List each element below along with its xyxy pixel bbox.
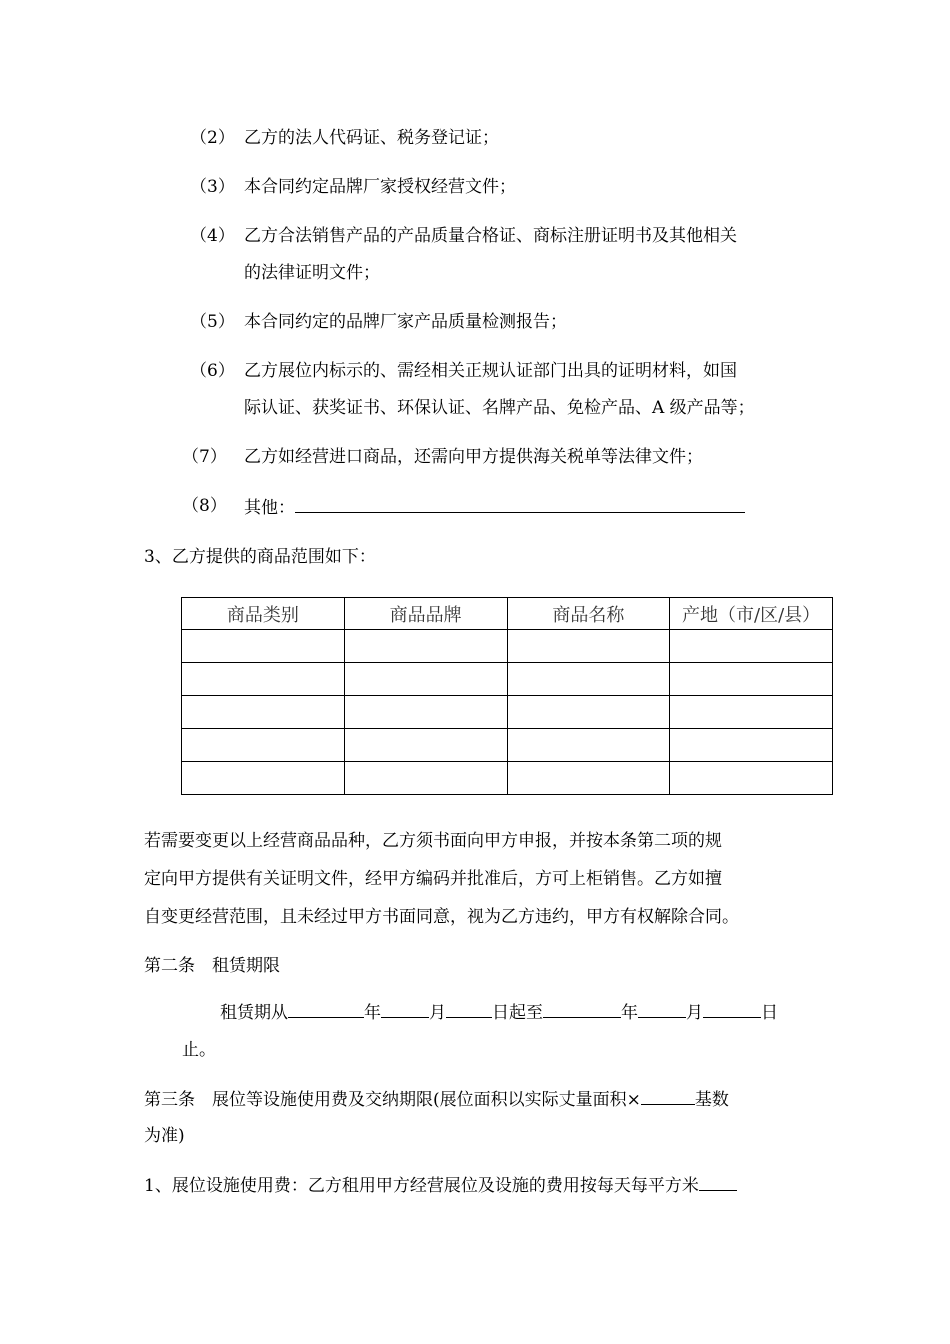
table-cell[interactable]: [182, 630, 345, 663]
end-month-blank[interactable]: [638, 999, 686, 1018]
goods-intro: 3、乙方提供的商品范围如下：: [144, 547, 376, 567]
list-number: （7）: [182, 447, 227, 467]
table-cell[interactable]: [344, 630, 507, 663]
table-cell[interactable]: [182, 696, 345, 729]
list-text-continued: 的法律证明文件；: [244, 263, 380, 283]
list-text: 其他：: [244, 494, 745, 520]
year-label: 年: [364, 1003, 381, 1023]
table-header: 商品名称: [507, 598, 670, 630]
list-text: 乙方如经营进口商品，还需向甲方提供海关税单等法律文件；: [244, 447, 703, 467]
table-cell[interactable]: [507, 663, 670, 696]
list-number: （3）: [190, 177, 235, 197]
other-blank-line: [295, 494, 745, 513]
table-cell[interactable]: [507, 696, 670, 729]
article-3-title-base: 基数: [694, 1090, 729, 1110]
list-number: （4）: [190, 226, 235, 246]
start-month-blank[interactable]: [381, 999, 429, 1018]
table-cell[interactable]: [670, 696, 833, 729]
table-cell[interactable]: [182, 729, 345, 762]
list-text: 本合同约定的品牌厂家产品质量检测报告；: [244, 312, 567, 332]
article-3-title: [144, 1086, 729, 1112]
list-text: 乙方展位内标示的、需经相关正规认证部门出具的证明材料，如国: [244, 361, 737, 381]
list-number: （8）: [182, 496, 227, 516]
table-cell[interactable]: [670, 663, 833, 696]
list-text: 乙方合法销售产品的产品质量合格证、商标注册证明书及其他相关: [244, 226, 737, 246]
table-cell[interactable]: [670, 762, 833, 795]
lease-prefix: 租赁期从: [220, 1003, 288, 1023]
lease-term-line: [220, 999, 778, 1025]
year-label: 年: [621, 1003, 638, 1023]
table-cell[interactable]: [670, 630, 833, 663]
table-row: [182, 630, 833, 663]
list-text-continued: 际认证、获奖证书、环保认证、名牌产品、免检产品、A 级产品等；: [244, 398, 755, 418]
item-1-text: 1、展位设施使用费：乙方租用甲方经营展位及设施的费用按每天每平方米: [144, 1176, 699, 1196]
lease-term-end: 止。: [182, 1040, 216, 1060]
table-header: 商品类别: [182, 598, 345, 630]
table-cell[interactable]: [344, 663, 507, 696]
list-number: （6）: [190, 361, 235, 381]
table-row: [182, 696, 833, 729]
table-cell[interactable]: [344, 729, 507, 762]
article-2-title: 第二条 租赁期限: [144, 956, 280, 976]
end-day-blank[interactable]: [703, 999, 761, 1018]
article-3-title-line2: 为准): [144, 1126, 185, 1146]
table-cell[interactable]: [344, 762, 507, 795]
table-cell[interactable]: [507, 630, 670, 663]
paragraph-line: 自变更经营范围，且未经过甲方书面同意，视为乙方违约，甲方有权解除合同。: [144, 907, 739, 927]
goods-table: [181, 597, 833, 795]
table-row: [182, 762, 833, 795]
list-number: （5）: [190, 312, 235, 332]
start-day-blank[interactable]: [446, 999, 492, 1018]
month-label: 月: [429, 1003, 446, 1023]
table-row: [182, 663, 833, 696]
day-from-label: 日起至: [492, 1003, 543, 1023]
start-year-blank[interactable]: [288, 999, 364, 1018]
base-blank[interactable]: [641, 1086, 695, 1105]
article-3-title-text: 第三条 展位等设施使用费及交纳期限(展位面积以实际丈量面积×: [144, 1090, 641, 1110]
table-header-row: [182, 598, 833, 630]
table-row: [182, 729, 833, 762]
list-text: 本合同约定品牌厂家授权经营文件；: [244, 177, 516, 197]
table-cell[interactable]: [670, 729, 833, 762]
day-label: 日: [761, 1003, 778, 1023]
table-cell[interactable]: [182, 663, 345, 696]
table-header: 产地（市/区/县）: [670, 598, 833, 630]
paragraph-line: 定向甲方提供有关证明文件，经甲方编码并批准后，方可上柜销售。乙方如擅: [144, 869, 722, 889]
table-header: 商品品牌: [344, 598, 507, 630]
fee-blank[interactable]: [699, 1172, 737, 1191]
table-cell[interactable]: [182, 762, 345, 795]
list-number: （2）: [190, 128, 235, 148]
table-cell[interactable]: [344, 696, 507, 729]
paragraph-line: 若需要变更以上经营商品品种，乙方须书面向甲方申报，并按本条第二项的规: [144, 831, 722, 851]
article-3-item-1: [144, 1172, 737, 1198]
list-text: 乙方的法人代码证、税务登记证；: [244, 128, 499, 148]
table-cell[interactable]: [507, 762, 670, 795]
table-cell[interactable]: [507, 729, 670, 762]
month-label: 月: [686, 1003, 703, 1023]
end-year-blank[interactable]: [543, 999, 621, 1018]
